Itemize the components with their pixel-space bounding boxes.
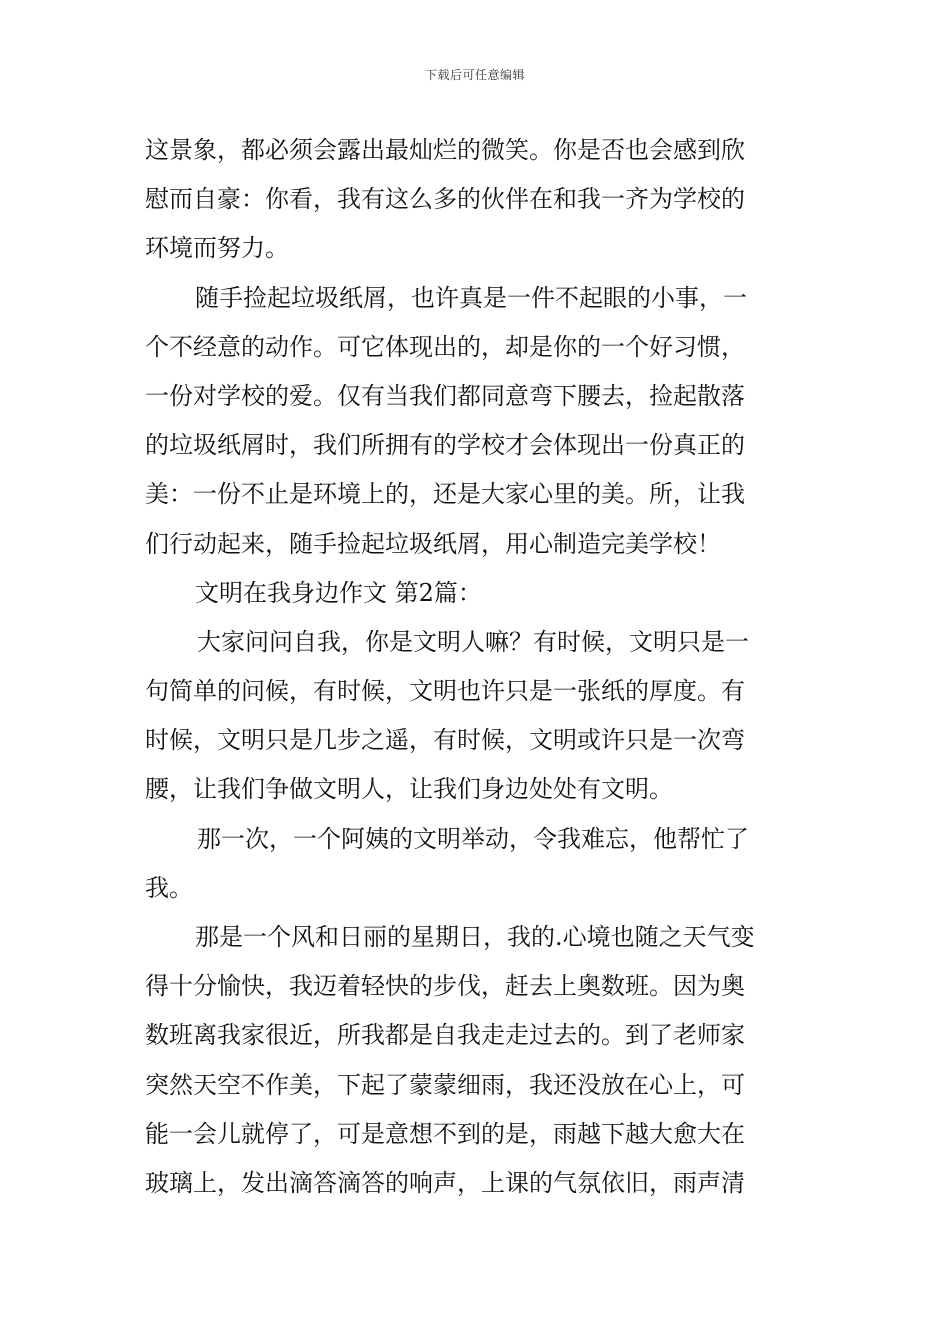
text-line: 慰而自豪：你看，我有这么多的伙伴在和我一齐为学校的 bbox=[145, 185, 745, 214]
text-line: 玻璃上，发出滴答滴答的响声，上课的气氛依旧，雨声清 bbox=[145, 1168, 745, 1197]
text-line: 一份对学校的爱。仅有当我们都同意弯下腰去，捡起散落 bbox=[145, 381, 745, 410]
text-line: 大家问问自我，你是文明人嘛？有时候，文明只是一 bbox=[197, 627, 749, 656]
text-line: 们行动起来，随手捡起垃圾纸屑，用心制造完美学校！ bbox=[145, 529, 721, 558]
text-line: 个不经意的动作。可它体现出的，却是你的一个好习惯， bbox=[145, 332, 745, 361]
text-line: 时候，文明只是几步之遥，有时候，文明或许只是一次弯 bbox=[145, 726, 745, 755]
text-line: 句简单的问候，有时候，文明也许只是一张纸的厚度。有 bbox=[145, 677, 745, 706]
text-line: 能一会儿就停了，可是意想不到的是，雨越下越大愈大在 bbox=[145, 1119, 745, 1148]
text-line: 环境而努力。 bbox=[145, 234, 289, 263]
text-line: 得十分愉快，我迈着轻快的步伐，赶去上奥数班。因为奥 bbox=[145, 972, 745, 1001]
text-line: 数班离我家很近，所我都是自我走走过去的。到了老师家 bbox=[145, 1021, 745, 1050]
text-line: 这景象，都必须会露出最灿烂的微笑。你是否也会感到欣 bbox=[145, 136, 745, 164]
text-line: 的垃圾纸屑时，我们所拥有的学校才会体现出一份真正的 bbox=[145, 431, 745, 460]
text-line: 突然天空不作美，下起了蒙蒙细雨，我还没放在心上，可 bbox=[145, 1070, 745, 1099]
text-line: 那一次，一个阿姨的文明举动，令我难忘，他帮忙了 bbox=[197, 824, 749, 853]
document-body bbox=[145, 126, 810, 1208]
section-heading: 文明在我身边作文 第2篇： bbox=[195, 578, 482, 607]
text-line: 那是一个风和日丽的星期日，我的.心境也随之天气变 bbox=[195, 923, 755, 951]
page-header-note: 下载后可任意编辑 bbox=[424, 68, 525, 82]
text-line: 美：一份不止是环境上的，还是大家心里的美。所，让我 bbox=[145, 480, 745, 509]
text-line: 随手捡起垃圾纸屑，也许真是一件不起眼的小事，一 bbox=[195, 283, 747, 312]
text-line: 腰，让我们争做文明人，让我们身边处处有文明。 bbox=[145, 775, 673, 804]
text-line: 我。 bbox=[145, 873, 193, 902]
